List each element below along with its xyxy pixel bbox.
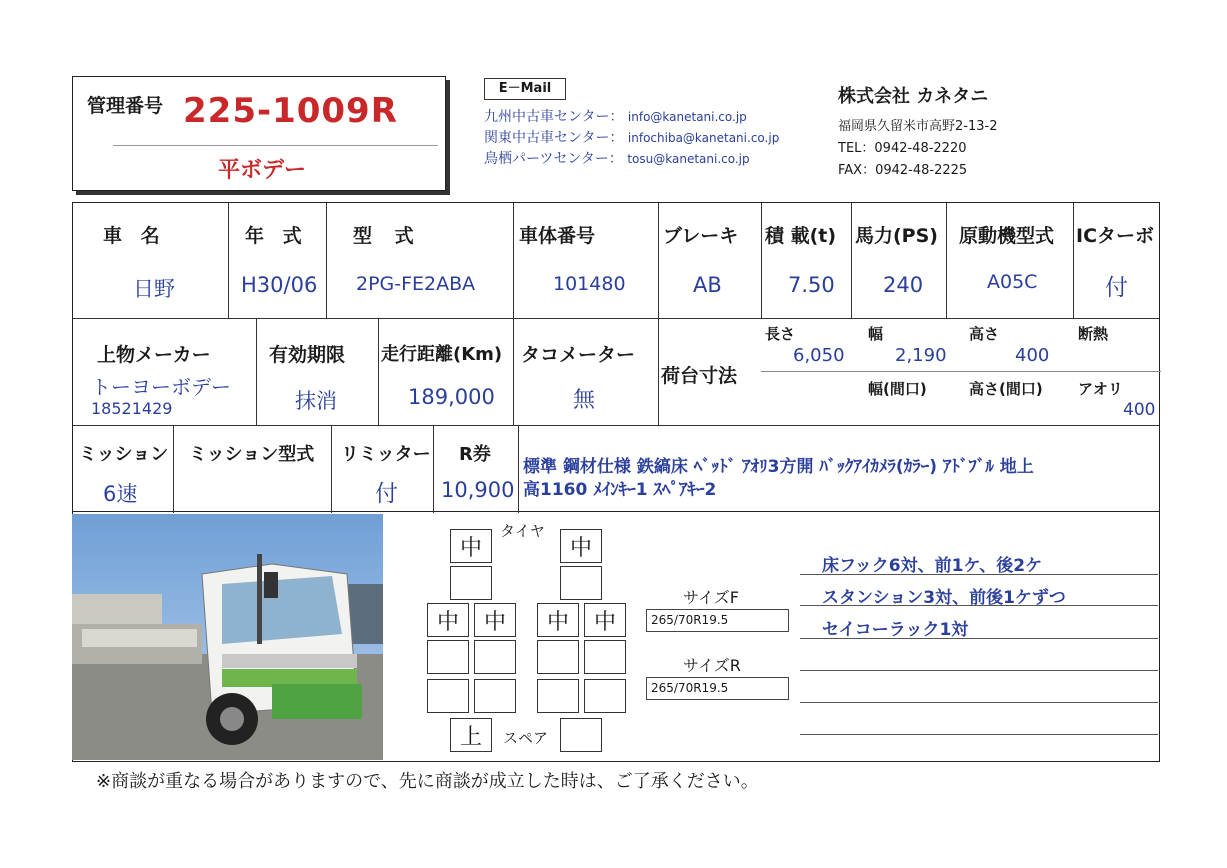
spec-table <box>72 202 1160 512</box>
col-divider <box>658 203 659 318</box>
height-open-label: 高さ(間口) <box>969 380 1043 398</box>
brake-value: AB <box>693 273 722 297</box>
col-divider <box>326 203 327 318</box>
size-f-label: サイズF <box>683 588 739 607</box>
company-address: 福岡県久留米市高野2-13-2 <box>838 119 998 134</box>
mileage-label: 走行距離(Km) <box>381 344 503 365</box>
mission-label: ミッション <box>79 444 169 465</box>
tire-spare: 上 <box>450 718 492 752</box>
tire-empty <box>537 679 579 713</box>
height-value: 400 <box>1015 345 1050 366</box>
hp-label: 馬力(PS) <box>855 225 938 247</box>
car-name-label: 車 名 <box>103 225 166 247</box>
size-r-value: 265/70R19.5 <box>651 681 729 695</box>
notes-line: 高1160 ﾒｲﾝｷｰ1 ｽﾍﾟｱｷｰ2 <box>523 480 717 500</box>
contact-email[interactable]: tosu@kanetani.co.jp <box>627 152 750 166</box>
notes-line: 標準 鋼材仕様 鉄縞床 ﾍﾞｯﾄﾞ ｱｵﾘ3方開 ﾊﾞｯｸｱｲｶﾒﾗ(ｶﾗｰ) ｱﾄﾞﾌﾞﾙ 地上 <box>523 457 1034 477</box>
tire-empty <box>584 679 626 713</box>
width-label: 幅 <box>868 325 884 343</box>
size-f-box <box>646 609 789 632</box>
load-label: 積 載(t) <box>765 225 837 247</box>
contact-tosu <box>484 149 779 170</box>
body-type: 平ボデー <box>218 158 307 183</box>
dims-label: 荷台寸法 <box>661 365 738 387</box>
height-label: 高さ <box>969 325 1000 343</box>
hp-value: 240 <box>883 273 924 297</box>
tire-label: タイヤ <box>500 522 545 540</box>
mgmt-label: 管理番号 <box>87 95 164 117</box>
tire-empty <box>450 566 492 600</box>
spare-label: スペア <box>503 729 549 747</box>
brake-label: ブレーキ <box>663 225 739 247</box>
remark-line: セイコーラック1対 <box>822 620 969 640</box>
year-value: H30/06 <box>241 273 318 297</box>
mission-value: 6速 <box>103 482 138 506</box>
col-divider <box>256 318 257 425</box>
notes <box>523 456 1155 502</box>
email-label-box <box>484 78 566 100</box>
row-divider <box>73 318 1159 319</box>
col-divider <box>761 203 762 318</box>
mileage-value: 189,000 <box>408 385 495 409</box>
contact-kyushu <box>484 107 779 128</box>
year-label: 年 式 <box>245 225 308 247</box>
col-divider <box>518 425 519 513</box>
tire-front-right: 中 <box>560 529 602 563</box>
company-tel: TEL：0942-48-2220 <box>838 141 967 156</box>
size-r-box <box>646 677 789 700</box>
management-box <box>72 76 446 191</box>
remark-rule <box>800 702 1158 703</box>
tire-empty <box>427 679 469 713</box>
mgmt-divider <box>113 145 438 146</box>
col-divider <box>513 203 514 318</box>
tire-rear-left-inner: 中 <box>474 603 516 637</box>
company-block <box>838 82 997 182</box>
width-value: 2,190 <box>895 345 947 366</box>
tire-empty <box>560 566 602 600</box>
tacho-value: 無 <box>573 388 596 413</box>
engine-label: 原動機型式 <box>959 225 1055 247</box>
r-label: R券 <box>459 444 491 465</box>
expiry-value: 抹消 <box>295 389 337 413</box>
tire-empty <box>427 640 469 674</box>
vin-label: 車体番号 <box>519 225 596 247</box>
remarks <box>822 550 1066 646</box>
remark-rule <box>800 670 1158 671</box>
footer-note: ※商談が重なる場合がありますので、先に商談が成立した時は、ご了承ください。 <box>96 771 759 792</box>
mgmt-number: 225-1009R <box>183 91 398 131</box>
col-divider <box>513 318 514 425</box>
remark-line: スタンション3対、前後1ケずつ <box>822 588 1066 608</box>
contact-list <box>484 107 779 170</box>
mission-type-label: ミッション型式 <box>189 444 315 465</box>
email-label: E－Mail <box>498 81 552 96</box>
tire-rear-left-outer: 中 <box>427 603 469 637</box>
company-fax: FAX：0942-48-2225 <box>838 163 968 178</box>
turbo-label: ICターボ <box>1076 225 1155 247</box>
size-f-value: 265/70R19.5 <box>651 613 729 627</box>
insulation-label: 断熱 <box>1078 325 1109 343</box>
size-r-label: サイズR <box>683 656 741 675</box>
tire-empty <box>560 718 602 752</box>
contact-email[interactable]: info@kanetani.co.jp <box>627 110 747 124</box>
aori-label: アオリ <box>1078 380 1123 398</box>
contact-kanto <box>484 128 779 149</box>
remark-line: 床フック6対、前1ケ、後2ケ <box>822 556 1043 576</box>
tire-empty <box>584 640 626 674</box>
tire-front-left: 中 <box>450 529 492 563</box>
col-divider <box>433 425 434 513</box>
remark-rule <box>800 734 1158 735</box>
col-divider <box>173 425 174 513</box>
tire-empty <box>474 640 516 674</box>
length-label: 長さ <box>765 325 796 343</box>
col-divider <box>946 203 947 318</box>
engine-value: A05C <box>987 271 1038 293</box>
contact-email[interactable]: infochiba@kanetani.co.jp <box>627 131 780 145</box>
col-divider <box>658 318 659 425</box>
company-name: 株式会社 カネタニ <box>838 86 989 107</box>
tire-empty <box>474 679 516 713</box>
col-divider <box>378 318 379 425</box>
model-label: 型 式 <box>353 225 422 247</box>
length-value: 6,050 <box>793 345 845 366</box>
car-name-value: 日野 <box>133 277 175 301</box>
maker-number: 18521429 <box>91 399 173 418</box>
truck-photo <box>72 514 383 760</box>
col-divider <box>851 203 852 318</box>
model-value: 2PG-FE2ABA <box>356 273 476 295</box>
col-divider <box>331 425 332 513</box>
col-divider <box>228 203 229 318</box>
contact-center: 鳥栖パーツセンター： <box>484 151 623 167</box>
col-divider <box>1073 203 1074 318</box>
dim-divider <box>761 371 1161 372</box>
tire-rear-right-outer: 中 <box>584 603 626 637</box>
tacho-label: タコメーター <box>521 344 636 366</box>
tire-empty <box>537 640 579 674</box>
r-value: 10,900 <box>441 478 515 502</box>
vin-value: 101480 <box>553 273 626 295</box>
load-value: 7.50 <box>788 273 835 297</box>
limiter-value: 付 <box>375 481 398 507</box>
tire-rear-right-inner: 中 <box>537 603 579 637</box>
row-divider <box>73 425 1159 426</box>
contact-center: 関東中古車センター： <box>484 130 624 146</box>
width-open-label: 幅(間口) <box>868 380 927 398</box>
maker-label: 上物メーカー <box>97 344 211 366</box>
expiry-label: 有効期限 <box>269 344 346 366</box>
maker-value: トーヨーボデー <box>91 375 231 399</box>
turbo-value: 付 <box>1105 275 1128 301</box>
contact-center: 九州中古車センター： <box>484 109 624 125</box>
limiter-label: リミッター <box>341 444 431 465</box>
aori-value: 400 <box>1123 400 1156 420</box>
